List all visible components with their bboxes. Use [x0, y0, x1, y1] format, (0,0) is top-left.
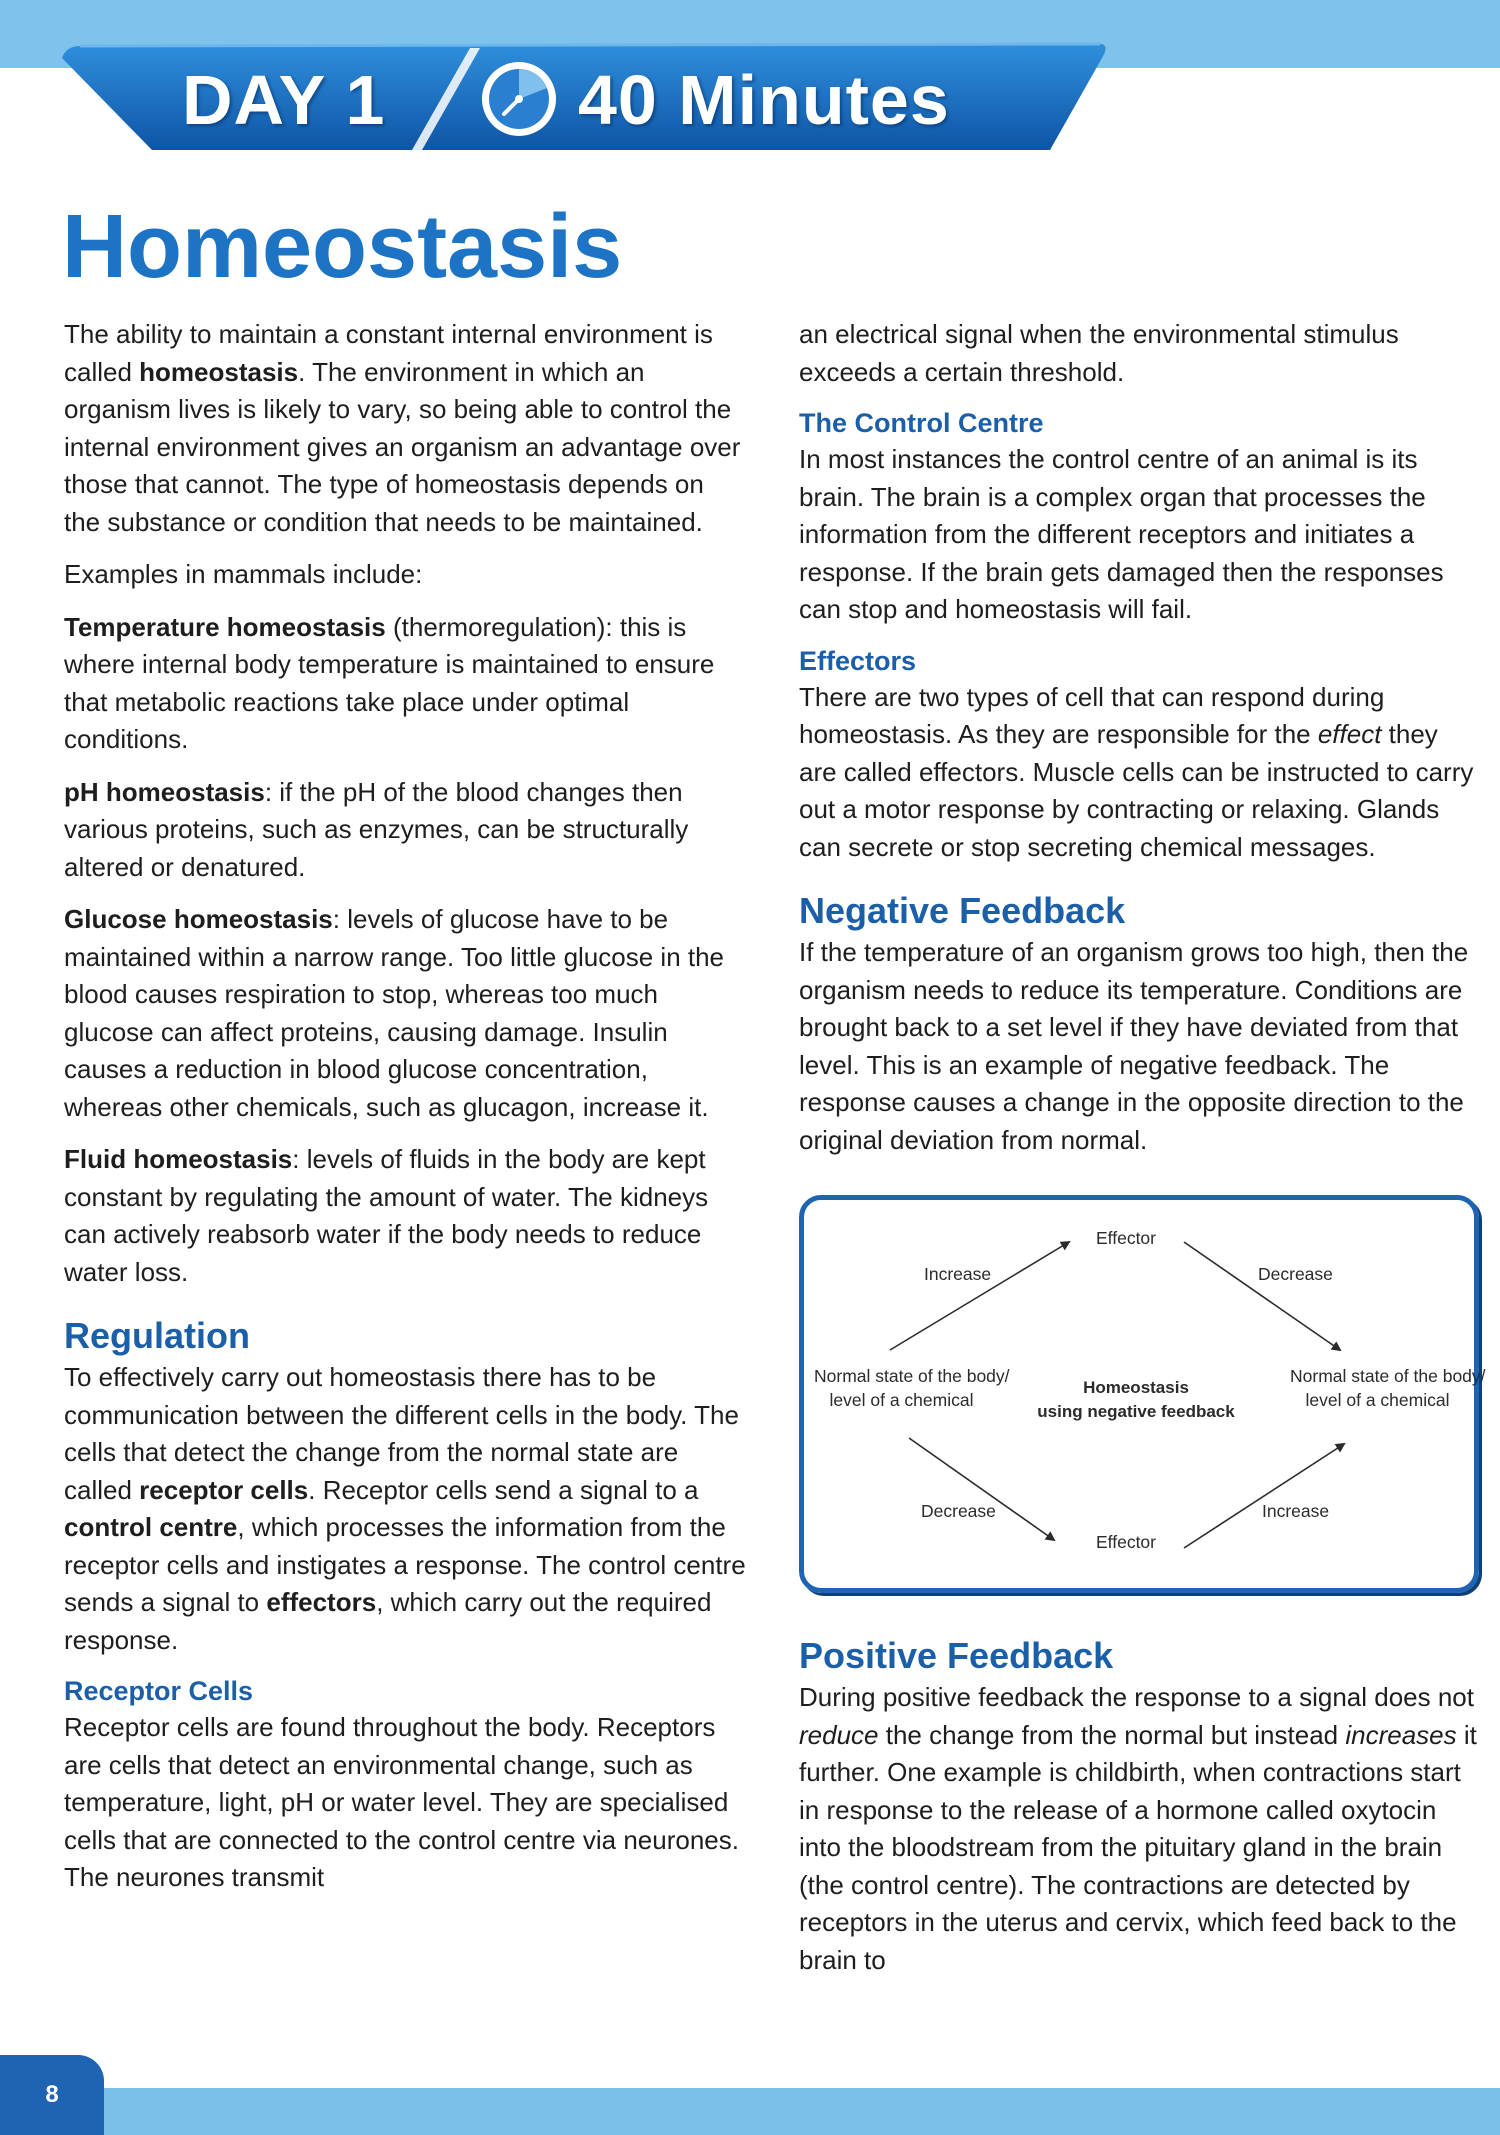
- negative-feedback-heading: Negative Feedback: [799, 890, 1126, 931]
- regulation-heading: Regulation: [64, 1315, 250, 1356]
- effectors-heading: Effectors: [799, 645, 917, 676]
- effectors-paragraph: There are two types of cell that can respond during homeostasis. As they are responsible for the effect they are called effectors. Muscle cells can be instructed to carry out a motor response by contracting or relaxing. Glands can secrete or stop secreting chemical messages.: [799, 681, 1474, 862]
- receptor-cells-paragraph: Receptor cells are found throughout the body. Receptors are cells that detect an environmental change, such as temperature, light, pH or water level. They are specialised cells that are connected to the control centre via neurones. The neurones transmit: [64, 1712, 739, 1892]
- right-column: [799, 316, 1486, 1979]
- positive-feedback-paragraph: During positive feedback the response to a signal does not reduce the change from the normal but instead increases it further. One example is childbirth, when contractions start in response to the release of a hormone called oxytocin into the bloodstream from the pituitary gland in the brain (the control centre). The contractions are detected by receptors in the uterus and cervix, which feed back to the brain to: [799, 1682, 1477, 1975]
- effector-bottom-label: Effector: [1096, 1532, 1156, 1552]
- increase-bottom-label: Increase: [1262, 1501, 1330, 1521]
- control-centre-paragraph: In most instances the control centre of an animal is its brain. The brain is a complex organ that processes the information from the different receptors and initiates a response. If the brain gets damaged then the responses can stop and homeostasis will fail.: [799, 444, 1444, 624]
- normal-state-left: Normal state of the body/ level of a chemical: [814, 1366, 1010, 1410]
- duration-label: 40 Minutes: [578, 61, 950, 139]
- left-column: [64, 316, 746, 1897]
- page-title: Homeostasis: [62, 197, 623, 297]
- header-banner: [0, 0, 1120, 160]
- diagram-center-label: Homeostasis using negative feedback: [1037, 1378, 1235, 1421]
- decrease-top-label: Decrease: [1258, 1264, 1333, 1284]
- clock-icon: [478, 58, 560, 140]
- temperature-paragraph: Temperature homeostasis (thermoregulation): this is where internal body temperature is maintained to ensure that metabolic reactions take place under optimal conditions.: [64, 611, 715, 754]
- intro-paragraph: The ability to maintain a constant internal environment is called homeostasis. The environment in which an organism lives is likely to vary, so being able to control the internal environment gives an organism an advantage over those that cannot. The type of homeostasis depends on the substance or condition that needs to be maintained.: [64, 319, 741, 537]
- ph-paragraph: pH homeostasis: if the pH of the blood changes then various proteins, such as enzymes, can be structurally altered or denatured.: [64, 776, 689, 882]
- arrow-normal-to-effector-bottom: [909, 1438, 1054, 1540]
- fluid-paragraph: Fluid homeostasis: levels of fluids in the body are kept constant by regulating the amount of water. The kidneys can actively reabsorb water if the body needs to reduce water loss.: [64, 1144, 709, 1287]
- decrease-bottom-label: Decrease: [921, 1501, 996, 1521]
- effector-top-label: Effector: [1096, 1228, 1156, 1248]
- regulation-paragraph: To effectively carry out homeostasis there has to be communication between the different cells in the body. The cells that detect the change from the normal state are called receptor cells. Receptor cells send a signal to a control centre, which processes the information from the receptor cells and instigates a response. The control centre sends a signal to effectors, which carry out the required response.: [64, 1362, 746, 1655]
- examples-intro: Examples in mammals include:: [64, 559, 423, 589]
- negative-feedback-diagram: [799, 1195, 1486, 1593]
- negative-feedback-paragraph: If the temperature of an organism grows too high, then the organism needs to reduce its temperature. Conditions are brought back to a set level if they have deviated from that level. This is an example of negative feedback. The response causes a change in the opposite direction to the original deviation from normal.: [799, 937, 1469, 1155]
- glucose-paragraph: Glucose homeostasis: levels of glucose have to be maintained within a narrow range. Too little glucose in the blood causes respiration to stop, whereas too much glucose can affect proteins, causing damage. Insulin causes a reduction in blood glucose concentration, whereas other chemicals, such as glucagon, increase it.: [64, 904, 725, 1122]
- day-label: DAY 1: [182, 61, 386, 139]
- arrow-effector-bottom-to-normal: [1184, 1444, 1344, 1548]
- continuation-paragraph: an electrical signal when the environmental stimulus exceeds a certain threshold.: [799, 319, 1399, 387]
- positive-feedback-heading: Positive Feedback: [799, 1635, 1114, 1676]
- arrow-effector-top-to-normal: [1184, 1242, 1340, 1350]
- arrow-normal-to-effector-top: [890, 1242, 1069, 1350]
- normal-state-right: Normal state of the body/ level of a chemical: [1290, 1366, 1486, 1410]
- footer-strip: [0, 2088, 1500, 2135]
- page-number: 8: [0, 2055, 104, 2135]
- increase-top-label: Increase: [924, 1264, 992, 1284]
- receptor-cells-heading: Receptor Cells: [64, 1676, 254, 1706]
- control-centre-heading: The Control Centre: [799, 408, 1044, 438]
